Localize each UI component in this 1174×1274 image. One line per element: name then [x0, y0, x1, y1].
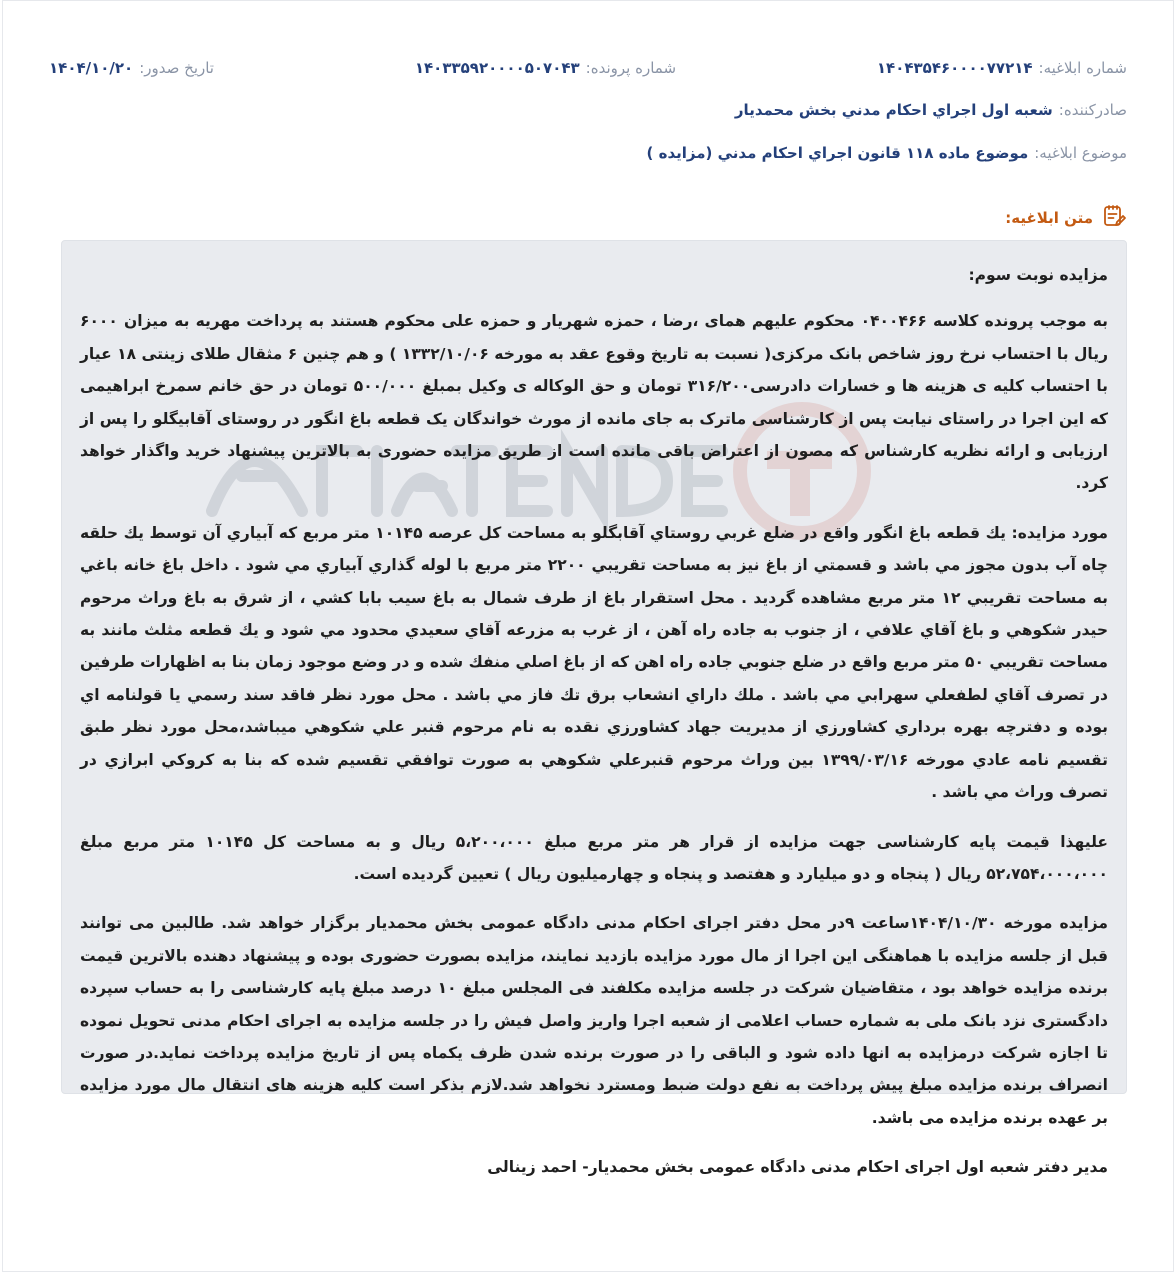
- document-note-icon: [1101, 203, 1127, 233]
- notice-text-header: [1005, 203, 1127, 233]
- issue-date: [49, 59, 214, 77]
- notice-number: [877, 59, 1127, 77]
- notice-number-label: شماره ابلاغیه:: [1038, 59, 1127, 77]
- case-number-label: شماره پرونده:: [585, 59, 677, 77]
- issue-date-value: ۱۴۰۴/۱۰/۲۰: [49, 59, 134, 77]
- section-title: متن ابلاغیه:: [1005, 209, 1093, 227]
- notice-heading: مزایده نوبت سوم:: [968, 266, 1108, 284]
- notice-signature: مدیر دفتر شعبه اول اجرای احکام مدنی دادگاه عمومی بخش محمدیار- احمد زینالی: [487, 1158, 1108, 1177]
- case-number: [415, 59, 676, 77]
- meta-row-numbers: [49, 59, 1127, 77]
- notice-page: [2, 0, 1174, 1272]
- subject-label: موضوع ابلاغیه:: [1034, 144, 1127, 162]
- notice-text-box: [61, 240, 1127, 1177]
- notice-paragraph-4: مزایده مورخه ۱۴۰۴/۱۰/۳۰ساعت ۹در محل دفتر اجرای احکام مدنی دادگاه عمومی بخش محمدیار برگزار خواهد شد. طالبین می توانند قبل از جلسه مزایده با هماهنگی این اجرا از مال مورد مزایده بازدید نمایند، مزایده بصورت حضوری بوده و پیشنهاد دهنده بالاترین قیمت برنده مزایده خواهد بود ، متقاضیان شرکت در جلسه مزایده مکلفند فی المجلس مبلغ ۱۰ درصد مبلغ پایه کارشناسی را به حساب سپرده دادگستری نزد بانک ملی به شماره حساب اعلامی از شعبه اجرا واریز واصل فیش را در جلسه مزایده به اجرای احکام مدنی تحویل نموده تا اجازه شرکت درمزایده به انها داده شود و الباقی را در صورت برنده شدن ظرف یکماه پس از تاریخ مزایده پرداخت نماید.در صورت انصراف برنده مزایده مبلغ پیش پرداخت به نفع دولت ضبط ومسترد نخواهد شد.لازم بذکر است کلیه هزینه های انتقال مال مورد مزایده بر عهده برنده مزایده می باشد.: [80, 914, 1108, 1127]
- issuer-label: صادرکننده:: [1058, 101, 1127, 119]
- meta-row-subject: [49, 144, 1127, 162]
- notice-number-value: ۱۴۰۴۳۵۴۶۰۰۰۰۷۷۲۱۴: [876, 59, 1033, 77]
- subject: [647, 144, 1127, 162]
- notice-paragraph-1: به موجب پرونده کلاسه ۰۴۰۰۴۶۶ محکوم علیهم همای ،رضا ، حمزه شهریار و حمزه علی محکوم هستند به پرداخت مهریه به میزان ۶۰۰۰ ریال با احتساب نرخ روز شاخص بانک مرکزی( نسبت به تاریخ وقوع عقد به مورخه ۱۳۳۲/۱۰/۰۶ ) و هم چنین ۶ مثقال طلای زینتی ۱۸ عیار با احتساب کلیه ی هزینه ها و خسارات دادرسی۳۱۶/۲۰۰ تومان و حق الوکاله ی وکیل بمبلغ ۵۰۰/۰۰۰ تومان در حق خانم سمرخ ابراهیمی که این اجرا در راستای نیابت پس از کارشناسی ماترک به جای مانده از مورث خواندگان یک قطعه باغ انگور در روستای آقابیگلو را پس از ارزیابی و ارائه نظریه کارشناس که مصون از اعتراض باقی مانده است از طریق مزایده حضوری به بالاترین پیشنهاد خرید واگذار خواهد کرد.: [80, 312, 1108, 493]
- issue-date-label: تاریخ صدور:: [139, 59, 214, 77]
- notice-paragraph-3: علیهذا قیمت پایه کارشناسی جهت مزایده از قرار هر متر مربع مبلغ ۵،۲۰۰،۰۰۰ ریال و به مساحت کل ۱۰۱۴۵ متر مربع مبلغ ۵۲،۷۵۴،۰۰۰،۰۰۰ ریال ( پنجاه و دو میلیارد و هفتصد و پنجاه و چهارمیلیون ریال ) تعیین گردیده است.: [80, 832, 1108, 883]
- meta-row-issuer: [49, 101, 1127, 119]
- notice-paragraph-2: مورد مزایده: يك قطعه باغ انگور واقع در ضلع غربي روستاي آقابگلو به مساحت كل عرصه ۱۰۱۴۵ متر مربع كه آبياري آن توسط يك حلقه چاه آب بدون مجوز مي باشد و قسمتي از باغ نيز به مساحت تقريبي ۲۲۰۰ متر مربع با لوله گذاري آبياري مي شود . داخل باغ خانه باغي به مساحت تقريبي ۱۲ متر مربع مشاهده گرديد . محل استقرار باغ از طرف شمال به باغ سيب بابا كشي ، از شرق به باغ وراث مرحوم حيدر شكوهي و باغ آقاي علافي ، از جنوب به جاده راه آهن ، از غرب به مزرعه آقاي سعيدي محدود مي شود و يك قطعه مثلث مانند به مساحت تقريبي ۵۰ متر مربع واقع در ضلع جنوبي جاده راه اهن كه از باغ اصلي منفك شده و در وضع موجود زمان بنا به اظهارات طرفين در تصرف آقاي لطفعلي سهرابي مي باشد . ملك داراي انشعاب برق تك فاز مي باشد . محل مورد نظر فاقد سند رسمي يا قولنامه اي بوده و دفترچه بهره برداري كشاورزي از مديريت جهاد كشاورزي نقده به نام مرحوم قنبر علي شكوهي ميباشد،محل مورد نظر طبق تقسيم نامه عادي مورخه ۱۳۹۹/۰۳/۱۶ بين وراث مرحوم قنبرعلي شكوهي به صورت توافقي تقسيم شده كه بنا به كروكي ابرازي در تصرف وراث مي باشد .: [80, 523, 1109, 802]
- issuer-value: شعبه اول اجراي احكام مدني بخش محمديار: [734, 101, 1053, 119]
- issuer: [735, 101, 1127, 119]
- case-number-value: ۱۴۰۳۳۵۹۲۰۰۰۰۵۰۷۰۴۳: [414, 59, 580, 77]
- subject-value: موضوع ماده ۱۱۸ قانون اجراي احكام مدني (مزايده ): [646, 144, 1029, 162]
